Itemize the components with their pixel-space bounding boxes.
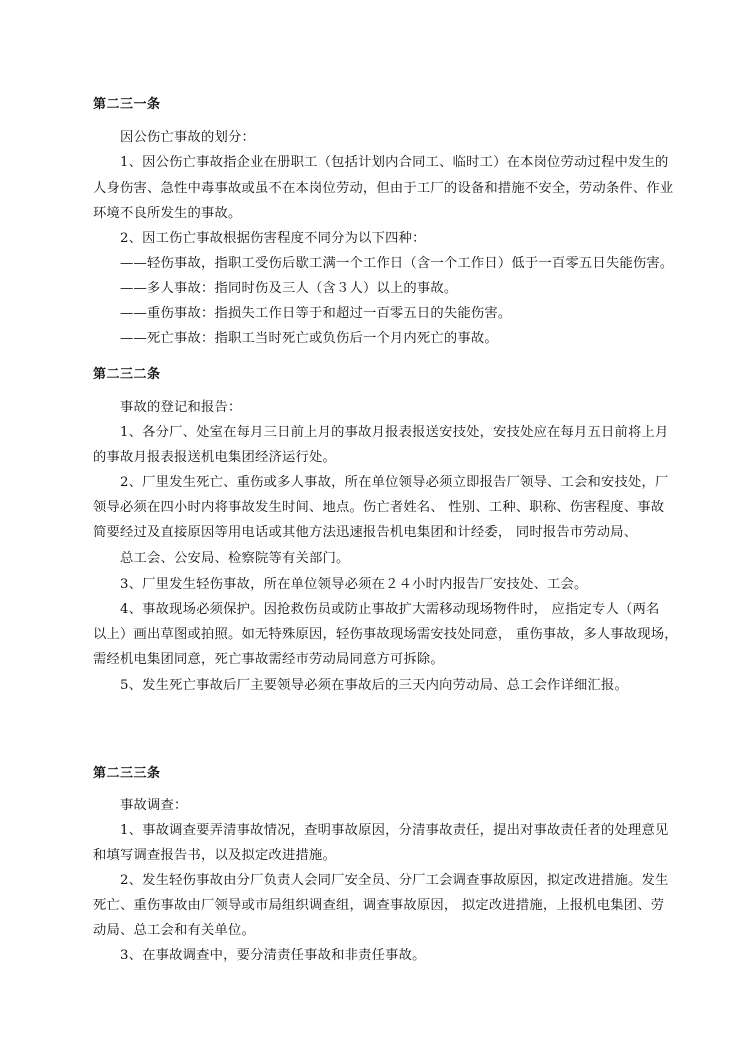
article-232-line: 3、厂里发生轻伤事故，所在单位领导必须在２４小时内报告厂安技处、工会。 <box>120 577 588 592</box>
article-233-line: 死亡、重伤事故由厂领导或市局组织调查组，调查事故原因， 拟定改进措施，上报机电集团、劳 <box>93 898 665 913</box>
article-231-heading: 第二三一条 <box>93 97 161 112</box>
article-231-line: 2、因工伤亡事故根据伤害程度不同分为以下四种： <box>120 231 426 246</box>
article-231-line: 1、因公伤亡事故指企业在册职工（包括计划内合同工、临时工）在本岗位劳动过程中发生的 <box>120 155 669 170</box>
article-233-line: 1、事故调查要弄清事故情况，查明事故原因，分清事故责任，提出对事故责任者的处理意见 <box>120 823 669 838</box>
article-232-line: 1、各分厂、处室在每月三日前上月的事故月报表报送安技处，安技处应在每月五日前将上月 <box>120 425 669 440</box>
article-232-line: 需经机电集团同意，死亡事故需经市劳动局同意方可拆除。 <box>93 652 444 667</box>
article-231-line: 环境不良所发生的事故。 <box>93 206 242 221</box>
article-232-heading: 第二三二条 <box>93 367 161 382</box>
article-233-line: 和填写调查报告书，以及拟定改进措施。 <box>93 848 336 863</box>
article-233-line: 3、在事故调查中，要分清责任事故和非责任事故。 <box>120 948 426 963</box>
article-233-line: 动局、总工会和有关单位。 <box>93 923 255 938</box>
article-232-line: 5、发生死亡事故后厂主要领导必须在事故后的三天内向劳动局、总工会作详细汇报。 <box>120 678 629 693</box>
article-232-line: 简要经过及直接原因等用电话或其他方法迅速报告机电集团和计经委， 同时报告市劳动局、 <box>93 525 638 540</box>
article-231-line: ——重伤事故：指损失工作日等于和超过一百零五日的失能伤害。 <box>120 306 512 321</box>
article-231-line: 人身伤害、急性中毒事故或虽不在本岗位劳动，但由于工厂的设备和措施不安全，劳动条件、作业 <box>93 181 674 196</box>
article-232-line: 领导必须在四小时内将事故发生时间、地点。伤亡者姓名、 性别、工种、职称、伤害程度、事故 <box>93 500 665 515</box>
article-233-line: 事故调查： <box>120 798 188 813</box>
article-232-line: 2、厂里发生死亡、重伤或多人事故，所在单位领导必须立即报告厂领导、工会和安技处，厂 <box>120 475 669 490</box>
article-233-heading: 第二三三条 <box>93 766 161 781</box>
article-231-line: ——死亡事故：指职工当时死亡或负伤后一个月内死亡的事故。 <box>120 331 498 346</box>
article-231-line: ——轻伤事故，指职工受伤后歇工满一个工作日（含一个工作日）低于一百零五日失能伤害。 <box>120 256 674 271</box>
article-233-line: 2、发生轻伤事故由分厂负责人会同厂安全员、分厂工会调查事故原因，拟定改进措施。发生 <box>120 873 669 888</box>
article-231-line: 因公伤亡事故的划分： <box>120 130 255 145</box>
article-232-line: 的事故月报表报送机电集团经济运行处。 <box>93 450 336 465</box>
article-232-line: 事故的登记和报告： <box>120 400 242 415</box>
article-232-line: 以上）画出草图或拍照。如无特殊原因，轻伤事故现场需安技处同意， 重伤事故，多人事故现场， <box>93 627 678 642</box>
article-232-line: 总工会、公安局、检察院等有关部门。 <box>120 551 350 566</box>
article-231-line: ——多人事故：指同时伤及三人（含３人）以上的事故。 <box>120 281 458 296</box>
article-232-line: 4、事故现场必须保护。因抢救伤员或防止事故扩大需移动现场物件时， 应指定专人（两名 <box>120 602 660 617</box>
